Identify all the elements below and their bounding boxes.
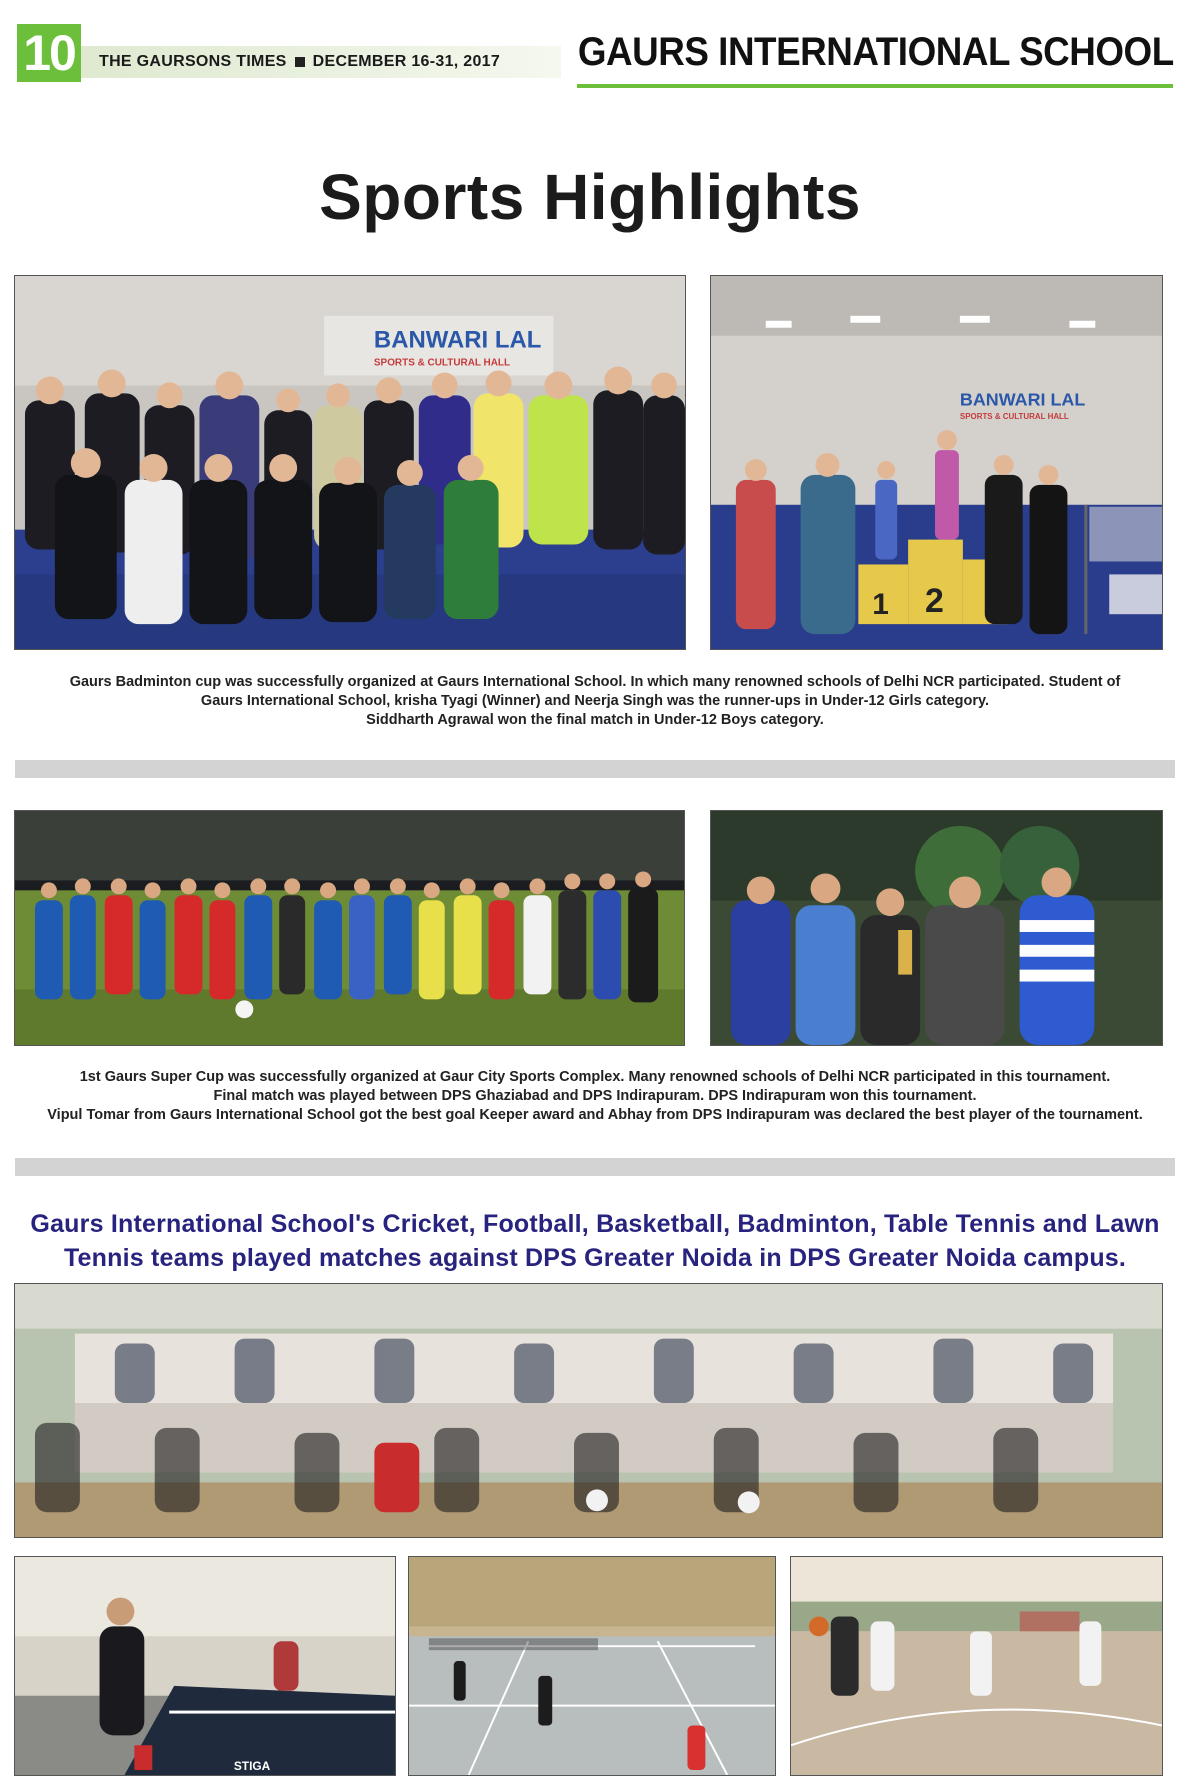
badminton-court-photo xyxy=(408,1556,776,1776)
section-divider xyxy=(15,760,1175,778)
football-trophy-photo xyxy=(710,810,1163,1046)
section-divider xyxy=(15,1158,1175,1176)
caption-line: Siddharth Agrawal won the final match in Under-12 Boys category. xyxy=(366,712,824,728)
podium-label-second: 1 xyxy=(872,588,889,622)
badminton-group-photo xyxy=(14,275,686,650)
caption-line: Gaurs Badminton cup was successfully organized at Gaurs International School. In which many renowned schools of Delhi NCR participated. Student of xyxy=(69,674,1121,690)
svg-text:SPORTS & CULTURAL HALL: SPORTS & CULTURAL HALL xyxy=(373,357,511,369)
stiga-brand-text: STIGA xyxy=(233,1759,271,1774)
separator-square-icon xyxy=(295,57,305,67)
caption-line: Final match was played between DPS Ghaziabad and DPS Indirapuram. DPS Indirapuram won this tournament. xyxy=(213,1088,977,1104)
hall-sign-text: BANWARI LAL xyxy=(373,326,542,354)
headline-line: Tennis teams played matches against DPS Greater Noida in DPS Greater Noida campus. xyxy=(63,1244,1127,1272)
page-header xyxy=(12,10,1182,82)
basketball-photo xyxy=(790,1556,1163,1776)
issue-strip xyxy=(81,46,561,78)
badminton-caption xyxy=(15,673,1175,730)
football-team-photo xyxy=(14,810,685,1046)
caption-line: Vipul Tomar from Gaurs International School got the best goal Keeper award and Abhay from DPS Indirapuram was declared the best player of the tournament. xyxy=(47,1107,1143,1123)
headline-line: Gaurs International School's Cricket, Football, Basketball, Badminton, Table Tennis and Lawn xyxy=(30,1210,1160,1238)
page-title: Sports Highlights xyxy=(319,161,861,233)
school-name: GAURS INTERNATIONAL SCHOOL xyxy=(578,30,1174,74)
issue-date: DECEMBER 16-31, 2017 xyxy=(312,53,501,70)
badminton-podium-photo xyxy=(710,275,1163,650)
caption-line: Gaurs International School, krisha Tyagi (Winner) and Neerja Singh was the runner-ups in Under-12 Girls category. xyxy=(200,693,990,709)
svg-text:BANWARI LAL: BANWARI LAL xyxy=(959,389,1086,410)
caption-line: 1st Gaurs Super Cup was successfully organized at Gaur City Sports Complex. Many renowned schools of Delhi NCR participated in this tournament. xyxy=(79,1069,1111,1085)
svg-text:SPORTS & CULTURAL HALL: SPORTS & CULTURAL HALL xyxy=(959,412,1069,422)
football-caption xyxy=(15,1068,1175,1125)
section-headline xyxy=(15,1207,1175,1275)
dps-group-photo xyxy=(14,1283,1163,1538)
podium-label-first: 2 xyxy=(925,582,944,621)
page-number: 10 xyxy=(17,24,81,82)
table-tennis-photo xyxy=(14,1556,396,1776)
header-rule xyxy=(577,84,1173,88)
publication-name: THE GAURSONS TIMES xyxy=(99,53,287,70)
